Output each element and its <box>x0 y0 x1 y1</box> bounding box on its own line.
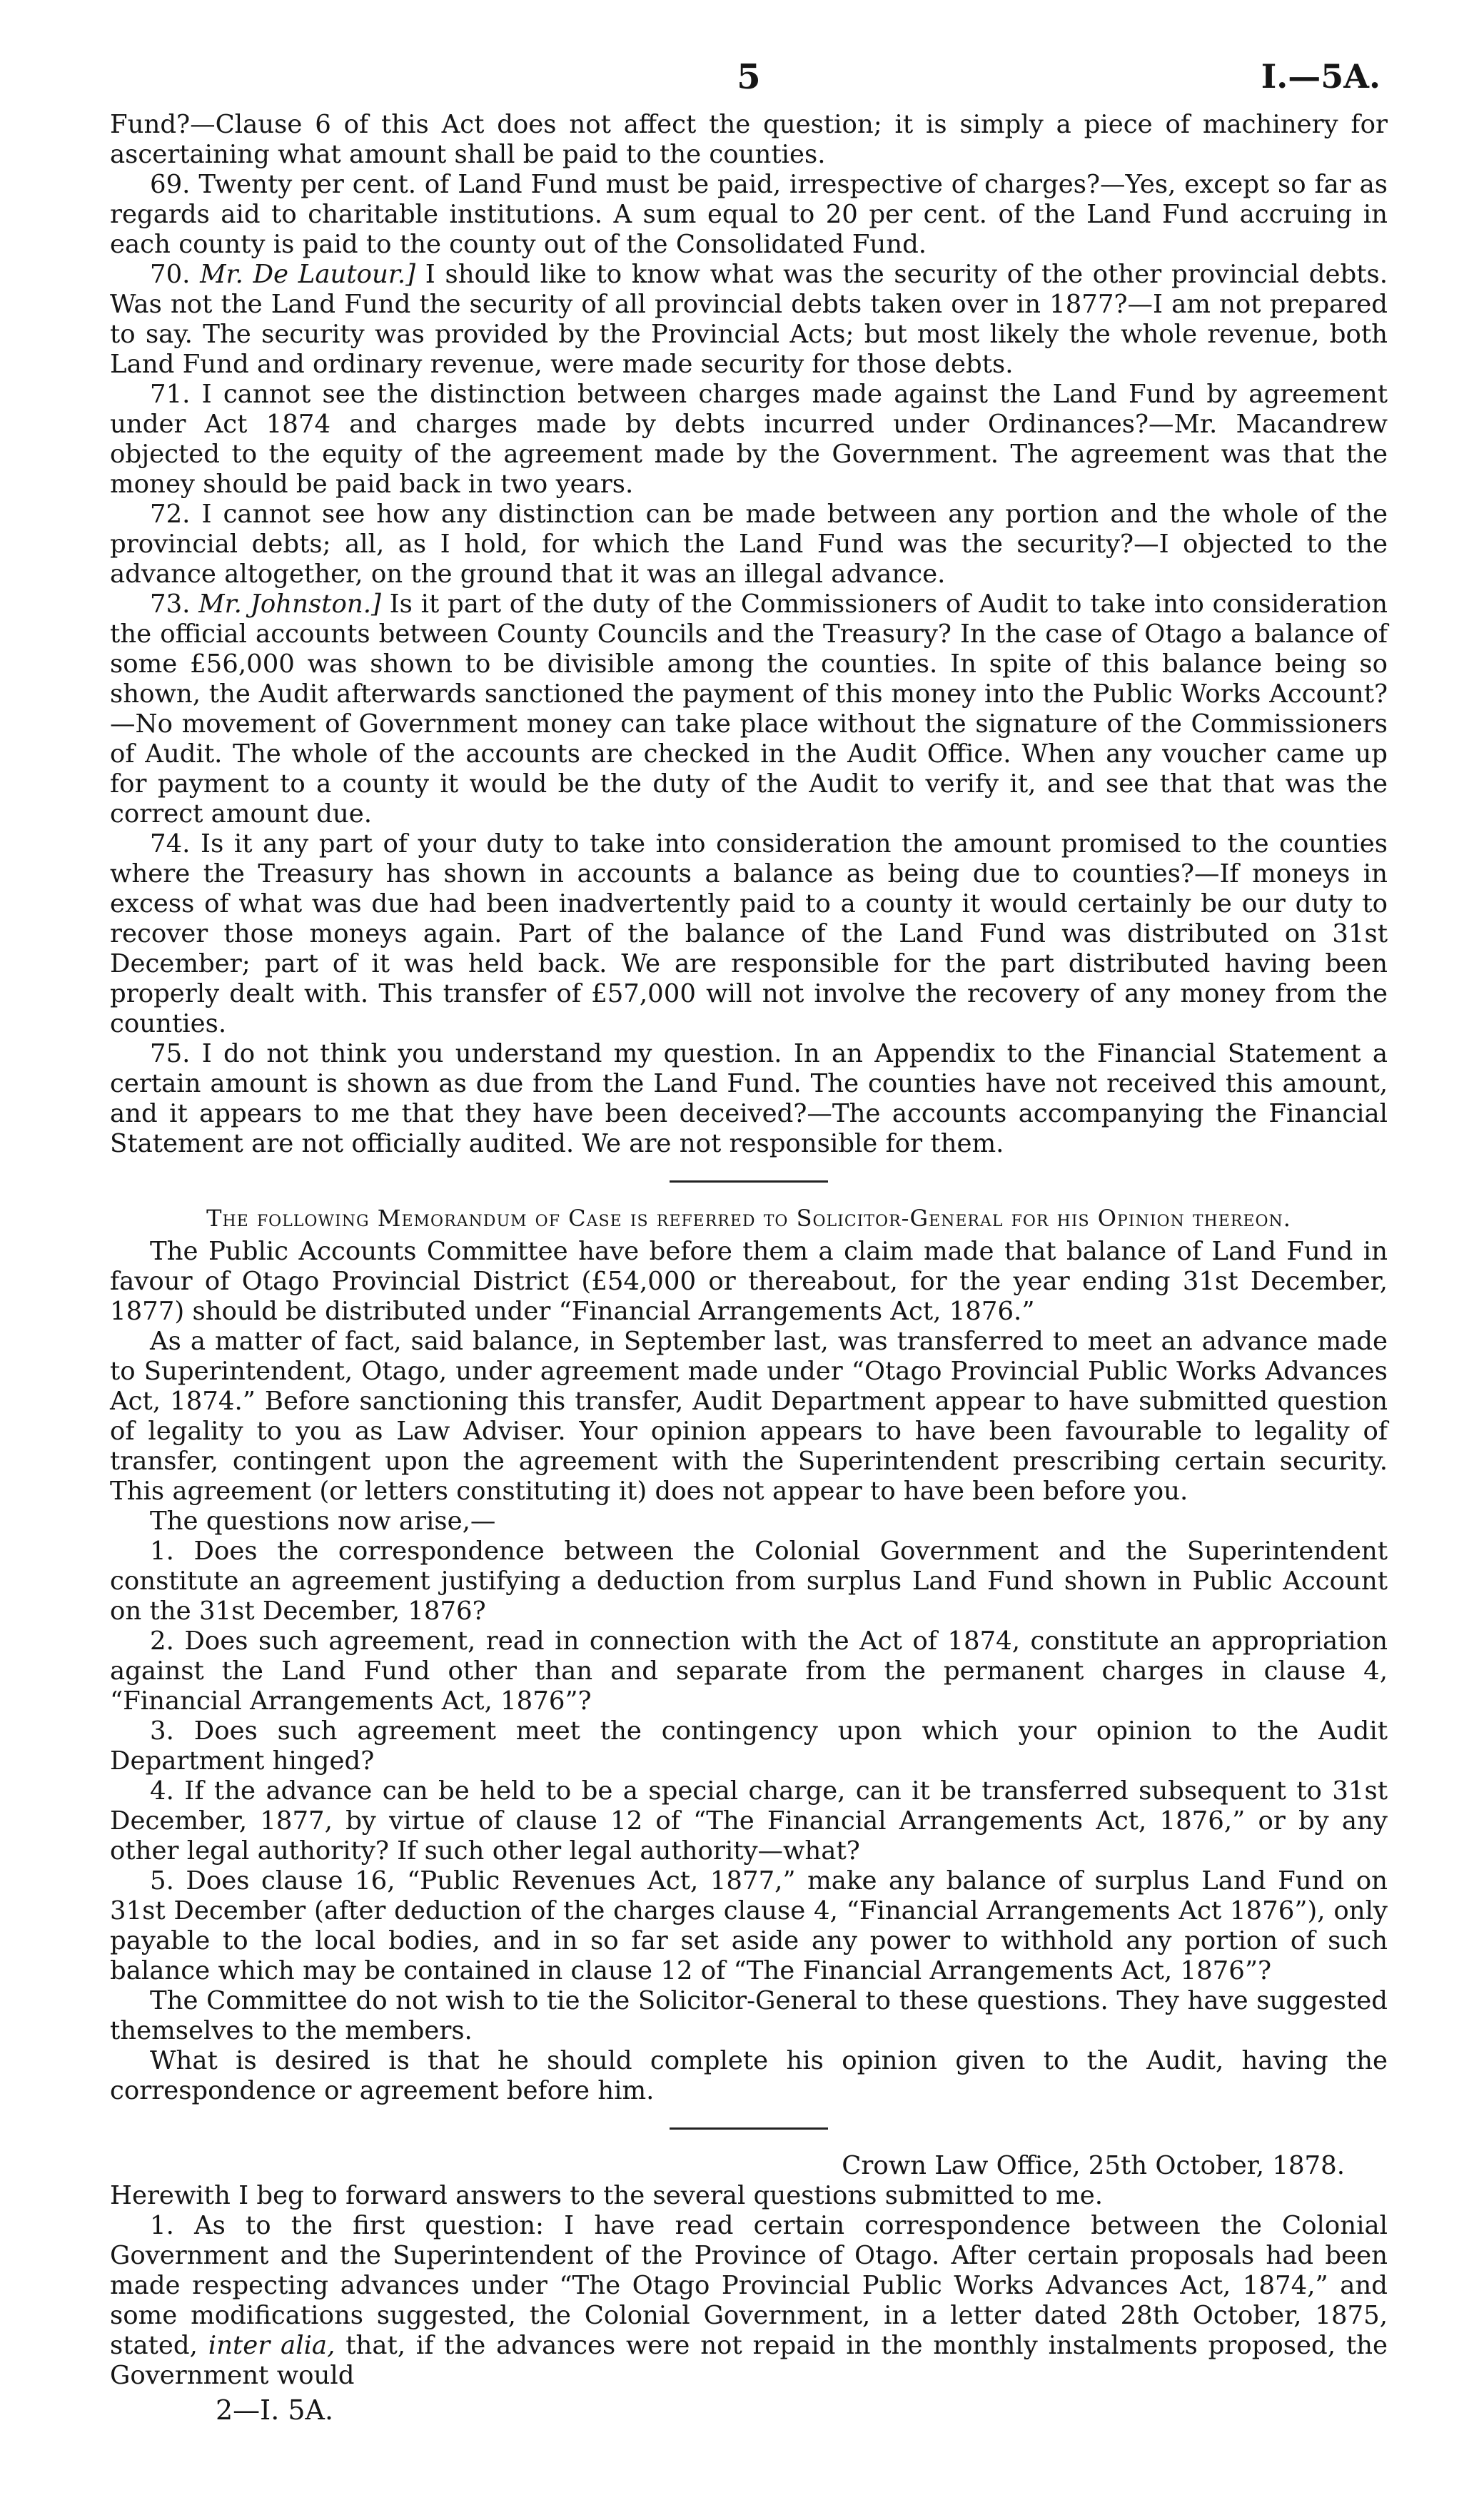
evidence-paragraph: 71. I cannot see the distinction between charges made against the Land Fund by agreement under Act 1874 and charges made by debts incurred under Ordinances?—Mr. Macandrew objected to the equity of the agreement made by the Government. The agreement was that the money should be paid back in two years. <box>110 380 1388 499</box>
reply-paragraph: Herewith I beg to forward answers to the several questions submitted to me. <box>110 2181 1104 2210</box>
evidence-paragraph: 69. Twenty per cent. of Land Fund must be paid, irrespective of charges?—Yes, except so far as regards aid to charitable institutions. A sum equal to 20 per cent. of the Land Fund accruing in each county is paid to the county out of the Consolidated Fund. <box>110 170 1388 259</box>
dateline: Crown Law Office, 25th October, 1878. <box>842 2151 1345 2180</box>
evidence-paragraph: 72. I cannot see how any distinction can be made between any portion and the whole of the provincial debts; all, as I hold, for which the Land Fund was the security?—I objected to the advance altogether, on the ground that it was an illegal advance. <box>110 500 1388 589</box>
evidence-paragraph: 70. Mr. De Lautour.] I should like to know what was the security of the other provincial debts. Was not the Land Fund the security of all provincial debts taken over in 1877?—I am not prepared to say. The security was provided by the Provincial Acts; but most likely the whole revenue, both Land Fund and ordinary revenue, were made security for those debts. <box>110 260 1388 379</box>
speaker: Mr. De Lautour.] <box>200 260 416 289</box>
memo-question: 1. Does the correspondence between the Colonial Government and the Superintendent constitute an agreement justifying a deduction from surplus Land Fund shown in Public Account on the 31st December, 1876? <box>110 1537 1388 1626</box>
signature-mark: 2—I. 5A. <box>216 2394 334 2426</box>
reply-paragraph: 1. As to the first question: I have read certain correspondence between the Colonial Government and the Superintendent of the Province of Otago. After certain proposals had been made respecting advances under “The Otago Provincial Public Works Advances Act, 1874,” and some modifications suggested, the Colonial Government, in a letter dated 28th October, 1875, stated, inter alia, that, if the advances were not repaid in the monthly instalments proposed, the Government would <box>110 2211 1388 2390</box>
document-reference: I.—5A. <box>1261 57 1380 96</box>
memo-paragraph: The Public Accounts Committee have before them a claim made that balance of Land Fund in favour of Otago Provincial District (£54,000 or thereabout, for the year ending 31st December, 1877) should be distributed under “Financial Arrangements Act, 1876.” <box>110 1237 1388 1326</box>
page-number: 5 <box>737 57 761 97</box>
memo-caption: The following Memorandum of Case is referred to Solicitor-General for his Opinion thereon. <box>206 1205 1291 1232</box>
section-divider <box>670 2127 828 2130</box>
evidence-paragraph: Fund?—Clause 6 of this Act does not affect the question; it is simply a piece of machinery for ascertaining what amount shall be paid to the counties. <box>110 110 1388 169</box>
document-page <box>110 44 1388 2425</box>
section-divider <box>670 1180 828 1183</box>
memo-paragraph: What is desired is that he should complete his opinion given to the Audit, having the correspondence or agreement before him. <box>110 2046 1388 2105</box>
memo-paragraph: As a matter of fact, said balance, in September last, was transferred to meet an advance made to Superintendent, Otago, under agreement made under “Otago Provincial Public Works Advances Act, 1874.” Before sanctioning this transfer, Audit Department appear to have submitted question of legality to you as Law Adviser. Your opinion appears to have been favourable to legality of transfer, contingent upon the agreement with the Superintendent prescribing certain security. This agreement (or letters constituting it) does not appear to have been before you. <box>110 1327 1388 1506</box>
memo-paragraph: The Committee do not wish to tie the Solicitor-General to these questions. They have suggested themselves to the members. <box>110 1986 1388 2045</box>
memo-question: 5. Does clause 16, “Public Revenues Act, 1877,” make any balance of surplus Land Fund on 31st December (after deduction of the charges clause 4, “Financial Arrangements Act 1876”), only payable to the local bodies, and in so far set aside any power to withhold any portion of such balance which may be contained in clause 12 of “The Financial Arrangements Act, 1876”? <box>110 1866 1388 1985</box>
page-header <box>110 44 1388 110</box>
evidence-paragraph: 74. Is it any part of your duty to take into consideration the amount promised to the counties where the Treasury has shown in accounts a balance as being due to counties?—If moneys in excess of what was due had been inadvertently paid to a county it would certainly be our duty to recover those moneys again. Part of the balance of the Land Fund was distributed on 31st December; part of it was held back. We are responsible for the part distributed having been properly dealt with. This transfer of £57,000 will not involve the recovery of any money from the counties. <box>110 829 1388 1038</box>
speaker: Mr. Johnston.] <box>198 589 381 619</box>
memo-question: 4. If the advance can be held to be a special charge, can it be transferred subsequent to 31st December, 1877, by virtue of clause 12 of “The Financial Arrangements Act, 1876,” or by any other legal authority? If such other legal authority—what? <box>110 1776 1388 1866</box>
memo-question: 3. Does such agreement meet the contingency upon which your opinion to the Audit Department hinged? <box>110 1716 1388 1776</box>
memo-question: 2. Does such agreement, read in connection with the Act of 1874, constitute an appropriation against the Land Fund other than and separate from the permanent charges in clause 4, “Financial Arrangements Act, 1876”? <box>110 1626 1388 1716</box>
evidence-paragraph: 73. Mr. Johnston.] Is it part of the duty of the Commissioners of Audit to take into consideration the official accounts between County Councils and the Treasury? In the case of Otago a balance of some £56,000 was shown to be divisible among the counties. In spite of this balance being so shown, the Audit afterwards sanctioned the payment of this money into the Public Works Account?—No movement of Government money can take place without the signature of the Commissioners of Audit. The whole of the accounts are checked in the Audit Office. When any voucher came up for payment to a county it would be the duty of the Audit to verify it, and see that that was the correct amount due. <box>110 589 1388 829</box>
memo-paragraph: The questions now arise,— <box>150 1507 496 1536</box>
evidence-paragraph: 75. I do not think you understand my question. In an Appendix to the Financial Statement a certain amount is shown as due from the Land Fund. The counties have not received this amount, and it appears to me that they have been deceived?—The accounts accompanying the Financial Statement are not officially audited. We are not responsible for them. <box>110 1039 1388 1158</box>
